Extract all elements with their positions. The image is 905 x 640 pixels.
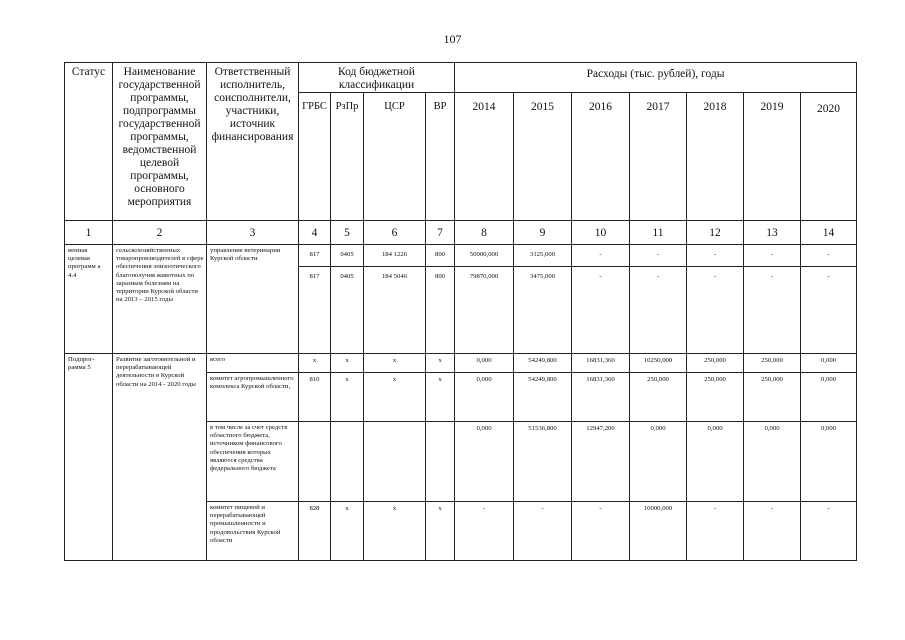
column-number: 2	[113, 221, 207, 245]
amount-value: 0,000	[455, 373, 514, 422]
row-executor: комитет агропромышленного комплекса Курской области,	[207, 373, 299, 422]
grbs-value: 817	[299, 245, 330, 267]
header-year: 2018	[687, 93, 744, 221]
column-number: 1	[65, 221, 113, 245]
header-year: 2017	[630, 93, 687, 221]
amount-value: 0,000	[744, 422, 801, 502]
amount-value: 0,000	[801, 373, 857, 422]
amount-value: 12947,200	[572, 422, 630, 502]
amount-value: -	[455, 502, 514, 561]
column-number: 11	[630, 221, 687, 245]
row-status: Подпрог-рамма 5	[65, 354, 113, 561]
vr-value: 800	[426, 245, 454, 267]
amount-value: -	[687, 245, 743, 267]
row-executor: в том числе за счет средств областного бюджета, источником финансового обеспечения которых являются средства федерального бюджета	[207, 422, 299, 502]
amount-cell	[630, 245, 687, 354]
header-row-1	[65, 63, 857, 93]
grbs-value: 817	[309, 273, 320, 280]
row-name: Развитие заготовительной и перерабатывающей деятельности в Курской области на 2014 - 2020 годы	[113, 354, 207, 561]
amount-value: -	[713, 273, 717, 280]
rzpr-value: 0405	[331, 245, 363, 267]
amount-value: 3475,000	[529, 273, 556, 280]
amount-value: 79870,000	[469, 273, 499, 280]
header-expenses: Расходы (тыс. рублей), годы	[455, 63, 857, 93]
amount-value: -	[801, 502, 857, 561]
amount-value: -	[801, 245, 856, 267]
column-number: 8	[455, 221, 514, 245]
amount-value: -	[572, 245, 629, 267]
rzpr-value: 0405	[340, 273, 354, 280]
column-number: 12	[687, 221, 744, 245]
amount-value: 0,000	[801, 422, 857, 502]
csr-value: х	[364, 373, 426, 422]
header-executor: Ответственный исполнитель, соисполнители, участники, источник финансирования	[207, 63, 299, 221]
amount-value: -	[744, 245, 800, 267]
rzpr-cell	[331, 245, 364, 354]
amount-cell	[744, 245, 801, 354]
amount-value: 16831,360	[572, 373, 630, 422]
amount-value: -	[827, 273, 830, 280]
row-executor: управление ветеринарии Курской области	[207, 245, 299, 354]
amount-value: -	[687, 502, 744, 561]
amount-value: 0,000	[455, 354, 514, 373]
amount-cell	[514, 245, 572, 354]
amount-value: 0,000	[801, 354, 857, 373]
amount-value: 250,000	[744, 354, 801, 373]
amount-value: 250,000	[687, 373, 744, 422]
csr-value: 184 1226	[364, 245, 425, 267]
column-number: 5	[331, 221, 364, 245]
grbs-value	[299, 422, 331, 502]
amount-value: 10000,000	[630, 502, 687, 561]
header-vr: ВР	[426, 93, 455, 221]
amount-cell	[687, 245, 744, 354]
csr-cell	[364, 245, 426, 354]
column-number: 4	[299, 221, 331, 245]
amount-value: 54249,800	[514, 354, 572, 373]
column-number: 14	[801, 221, 857, 245]
amount-value: -	[514, 502, 572, 561]
grbs-cell	[299, 245, 331, 354]
grbs-value: 828	[299, 502, 331, 561]
table-row	[65, 354, 857, 373]
amount-value: 250,000	[687, 354, 744, 373]
header-year: 2015	[514, 93, 572, 221]
row-executor: всего	[207, 354, 299, 373]
page-number: 107	[443, 32, 462, 46]
column-number: 9	[514, 221, 572, 245]
header-rzpr: РзПр	[331, 93, 364, 221]
amount-value: -	[572, 502, 630, 561]
amount-value: 250,000	[630, 373, 687, 422]
header-year: 2016	[572, 93, 630, 221]
column-number: 10	[572, 221, 630, 245]
amount-value: 51536,800	[514, 422, 572, 502]
header-status: Статус	[65, 63, 113, 221]
rzpr-value: х	[331, 373, 364, 422]
header-csr: ЦСР	[364, 93, 426, 221]
csr-value	[364, 422, 426, 502]
column-number: 7	[426, 221, 455, 245]
amount-value: 50000,000	[455, 245, 513, 267]
amount-value: 0,000	[455, 422, 514, 502]
amount-cell	[572, 245, 630, 354]
row-name: сельскохозяйственных товаропроизводителей в сфере обеспечения эпизоотического благополучия животных по заразным болезням на территории Курской области на 2013 – 2015 годы	[113, 245, 207, 354]
rzpr-value: х	[331, 354, 364, 373]
table-row	[65, 245, 857, 354]
csr-value: 184 5046	[381, 273, 408, 280]
amount-value: 0,000	[687, 422, 744, 502]
amount-value: 54249,800	[514, 373, 572, 422]
header-grbs: ГРБС	[299, 93, 331, 221]
amount-value: -	[630, 245, 686, 267]
csr-value: х	[364, 502, 426, 561]
header-year: 2014	[455, 93, 514, 221]
vr-value	[426, 422, 455, 502]
csr-value: х	[364, 354, 426, 373]
amount-value: 250,000	[744, 373, 801, 422]
grbs-value: 810	[299, 373, 331, 422]
amount-value: -	[744, 502, 801, 561]
amount-value: 0,000	[630, 422, 687, 502]
amount-cell	[455, 245, 514, 354]
header-year: 2019	[744, 93, 801, 221]
rzpr-value: х	[331, 502, 364, 561]
header-budget-code: Код бюджетной классификации	[299, 63, 455, 93]
column-number: 13	[744, 221, 801, 245]
vr-value: х	[426, 502, 455, 561]
amount-value: 16831,360	[572, 354, 630, 373]
vr-value: х	[426, 354, 455, 373]
amount-value: -	[770, 273, 774, 280]
amount-value: -	[656, 273, 660, 280]
row-status: венная целевая программ а 4.4	[65, 245, 113, 354]
amount-value: 10250,000	[630, 354, 687, 373]
grbs-value: х	[299, 354, 331, 373]
amount-value: 3125,000	[514, 245, 571, 267]
rzpr-value	[331, 422, 364, 502]
vr-value: х	[426, 373, 455, 422]
column-number: 6	[364, 221, 426, 245]
row-executor: комитет пищевой и перерабатывающей промышленности и продовольствия Курской области	[207, 502, 299, 561]
column-number: 3	[207, 221, 299, 245]
header-year: 2020	[801, 93, 857, 221]
amount-value: -	[599, 273, 602, 280]
vr-value: 800	[434, 273, 446, 280]
budget-table	[64, 62, 857, 561]
vr-cell	[426, 245, 455, 354]
column-number-row	[65, 221, 857, 245]
header-name: Наименование государственной программы, подпрограммы государственной программы, ведомственной целевой программы, основного мероприятия	[113, 63, 207, 221]
amount-cell	[801, 245, 857, 354]
